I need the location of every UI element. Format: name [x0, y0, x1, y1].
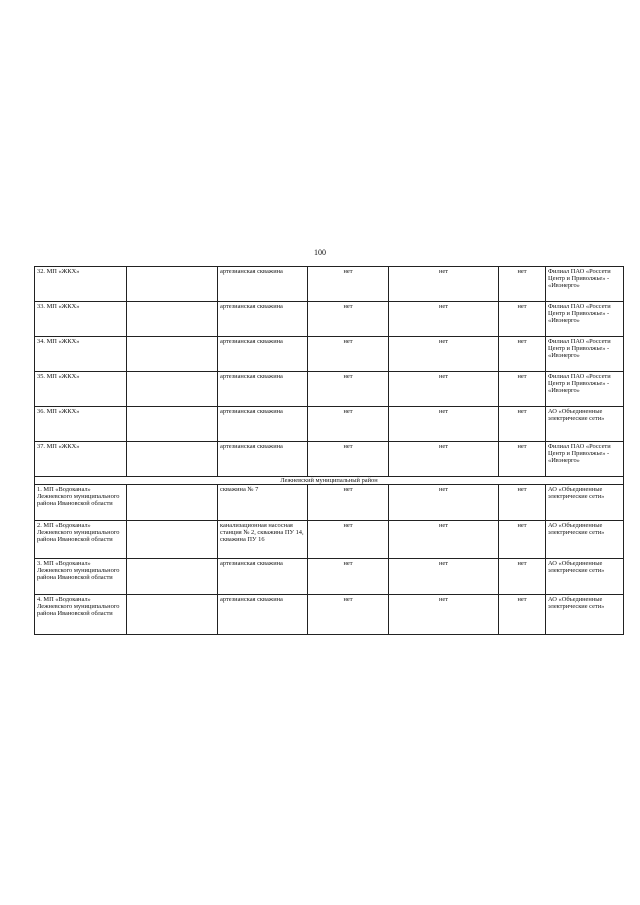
cell-object: артезианская скважина [218, 372, 308, 407]
cell-col2 [127, 337, 218, 372]
cell-value: нет [308, 302, 389, 337]
cell-value: нет [389, 595, 499, 635]
table-row [35, 442, 624, 477]
cell-value: нет [389, 521, 499, 559]
cell-object: артезианская скважина [218, 337, 308, 372]
cell-value: нет [389, 407, 499, 442]
cell-organization: 36. МП «ЖКХ» [35, 407, 127, 442]
cell-value: нет [308, 595, 389, 635]
cell-supplier: АО «Объединенные электрические сети» [546, 485, 624, 521]
cell-value: нет [389, 372, 499, 407]
cell-value: нет [308, 407, 389, 442]
cell-value: нет [308, 521, 389, 559]
cell-col2 [127, 521, 218, 559]
cell-object: скважина № 7 [218, 485, 308, 521]
cell-supplier: АО «Объединенные электрические сети» [546, 595, 624, 635]
cell-object: артезианская скважина [218, 267, 308, 302]
table-body [35, 267, 624, 635]
cell-value: нет [499, 302, 546, 337]
cell-value: нет [308, 372, 389, 407]
cell-value: нет [499, 337, 546, 372]
cell-col2 [127, 485, 218, 521]
utilities-table [34, 266, 624, 635]
cell-value: нет [308, 337, 389, 372]
cell-value: нет [308, 442, 389, 477]
section-header-row [35, 477, 624, 485]
cell-object: артезианская скважина [218, 442, 308, 477]
cell-organization: 34. МП «ЖКХ» [35, 337, 127, 372]
table-row [35, 267, 624, 302]
cell-value: нет [389, 559, 499, 595]
cell-supplier: Филиал ПАО «Россети Центр и Приволжье» - «Ивэнерго» [546, 267, 624, 302]
table-row [35, 407, 624, 442]
cell-object: канализационная насосная станция № 2, скважина ПУ 14, скважина ПУ 16 [218, 521, 308, 559]
table-row [35, 595, 624, 635]
table-row [35, 521, 624, 559]
cell-value: нет [308, 559, 389, 595]
cell-supplier: Филиал ПАО «Россети Центр и Приволжье» - «Ивэнерго» [546, 372, 624, 407]
cell-organization: 1. МП «Водоканал» Лежневского муниципального района Ивановской области [35, 485, 127, 521]
cell-value: нет [499, 407, 546, 442]
cell-supplier: Филиал ПАО «Россети Центр и Приволжье» - «Ивэнерго» [546, 337, 624, 372]
table-row [35, 559, 624, 595]
cell-value: нет [389, 267, 499, 302]
cell-value: нет [499, 267, 546, 302]
cell-organization: 35. МП «ЖКХ» [35, 372, 127, 407]
cell-supplier: АО «Объединенные электрические сети» [546, 559, 624, 595]
page-number: 100 [314, 248, 326, 257]
cell-organization: 37. МП «ЖКХ» [35, 442, 127, 477]
cell-col2 [127, 302, 218, 337]
cell-value: нет [499, 559, 546, 595]
cell-value: нет [389, 485, 499, 521]
cell-value: нет [389, 337, 499, 372]
cell-col2 [127, 559, 218, 595]
cell-organization: 32. МП «ЖКХ» [35, 267, 127, 302]
table-row [35, 485, 624, 521]
cell-value: нет [308, 267, 389, 302]
cell-value: нет [499, 485, 546, 521]
cell-value: нет [499, 521, 546, 559]
cell-value: нет [389, 302, 499, 337]
cell-col2 [127, 407, 218, 442]
table-row [35, 372, 624, 407]
cell-col2 [127, 595, 218, 635]
cell-supplier: АО «Объединенные электрические сети» [546, 407, 624, 442]
section-title: Лежневский муниципальный район [35, 477, 624, 485]
cell-supplier: Филиал ПАО «Россети Центр и Приволжье» - «Ивэнерго» [546, 442, 624, 477]
cell-value: нет [389, 442, 499, 477]
cell-organization: 3. МП «Водоканал» Лежневского муниципального района Ивановской области [35, 559, 127, 595]
cell-value: нет [499, 372, 546, 407]
cell-value: нет [308, 485, 389, 521]
cell-col2 [127, 267, 218, 302]
table-row [35, 337, 624, 372]
cell-value: нет [499, 595, 546, 635]
cell-supplier: АО «Объединенные электрические сети» [546, 521, 624, 559]
cell-object: артезианская скважина [218, 302, 308, 337]
cell-organization: 33. МП «ЖКХ» [35, 302, 127, 337]
cell-supplier: Филиал ПАО «Россети Центр и Приволжье» - «Ивэнерго» [546, 302, 624, 337]
cell-object: артезианская скважина [218, 559, 308, 595]
cell-organization: 4. МП «Водоканал» Лежневского муниципального района Ивановской области [35, 595, 127, 635]
cell-col2 [127, 372, 218, 407]
cell-object: артезианская скважина [218, 595, 308, 635]
cell-organization: 2. МП «Водоканал» Лежневского муниципального района Ивановской области [35, 521, 127, 559]
cell-value: нет [499, 442, 546, 477]
cell-col2 [127, 442, 218, 477]
table-row [35, 302, 624, 337]
cell-object: артезианская скважина [218, 407, 308, 442]
